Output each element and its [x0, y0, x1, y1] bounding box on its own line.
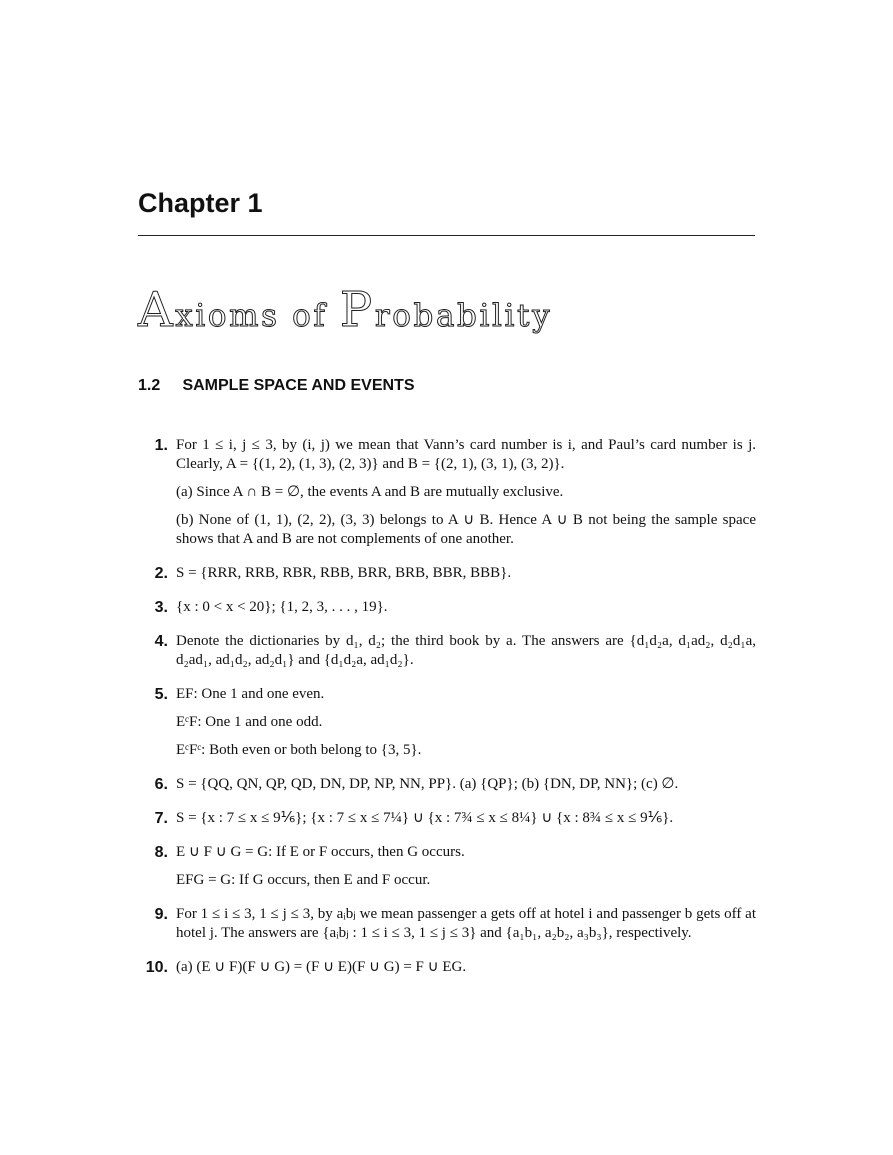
chapter-title: Axioms of Probability: [138, 282, 553, 338]
problem-text: S = {x : 7 ≤ x ≤ 9⅙}; {x : 7 ≤ x ≤ 7¼} ∪ {x : 7¾ ≤ x ≤ 8¼} ∪ {x : 8¾ ≤ x ≤ 9⅙}.: [176, 810, 674, 826]
problem-text: For 1 ≤ i, j ≤ 3, by (i, j) we mean that Vann’s card number is i, and Paul’s card number is j. Clearly, A = {(1, 2), (1, 3), (2, 3)} and B = {(2, 1), (3, 1), (3, 2)}.: [176, 437, 756, 472]
section-number: 1.2: [138, 377, 161, 394]
problem-text: (a) Since A ∩ B = ∅, the events A and B are mutually exclusive.: [176, 484, 564, 500]
chapter-rule: [138, 235, 755, 236]
problem-number: 4.: [154, 633, 168, 650]
problem-item: [138, 905, 756, 943]
problem-number: 7.: [154, 810, 168, 827]
problem-text: For 1 ≤ i ≤ 3, 1 ≤ j ≤ 3, by aᵢbⱼ we mean passenger a gets off at hotel i and passenger b gets off at hotel j. The answers are {aᵢbⱼ : 1 ≤ i ≤ 3, 1 ≤ j ≤ 3} and {a₁b₁, a₂b₂, a₃b₃}, respectively.: [176, 906, 756, 941]
problem-number: 6.: [154, 776, 168, 793]
problem-number: 10.: [145, 959, 168, 976]
problem-list: [138, 436, 756, 992]
problem-number: 3.: [154, 599, 168, 616]
problem-item: [138, 598, 756, 617]
problem-number: 2.: [154, 565, 168, 582]
problem-item: [138, 685, 756, 760]
problem-text: (b) None of (1, 1), (2, 2), (3, 3) belongs to A ∪ B. Hence A ∪ B not being the sample space shows that A and B are not complements of one another.: [176, 512, 756, 547]
problem-number: 8.: [154, 844, 168, 861]
problem-text: (a) (E ∪ F)(F ∪ G) = (F ∪ E)(F ∪ G) = F ∪ EG.: [176, 959, 467, 975]
problem-number: 1.: [154, 437, 168, 454]
problem-text: EF: One 1 and one even.: [176, 686, 325, 702]
problem-text: {x : 0 < x < 20}; {1, 2, 3, . . . , 19}.: [176, 599, 388, 615]
problem-item: [138, 564, 756, 583]
problem-text: Denote the dictionaries by d₁, d₂; the third book by a. The answers are {d₁d₂a, d₁ad₂, d₂d₁a, d₂ad₁, ad₁d₂, ad₂d₁} and {d₁d₂a, ad₁d₂}.: [176, 633, 756, 668]
problem-text: EᶜFᶜ: Both even or both belong to {3, 5}.: [176, 742, 422, 758]
problem-item: [138, 809, 756, 828]
problem-item: [138, 843, 756, 890]
problem-item: [138, 775, 756, 794]
problem-text: EᶜF: One 1 and one odd.: [176, 714, 323, 730]
section-heading: [138, 377, 414, 395]
problem-text: S = {RRR, RRB, RBR, RBB, BRR, BRB, BBR, BBB}.: [176, 565, 512, 581]
problem-item: [138, 632, 756, 670]
problem-number: 5.: [154, 686, 168, 703]
problem-item: [138, 436, 756, 549]
problem-text: EFG = G: If G occurs, then E and F occur.: [176, 872, 431, 888]
problem-text: S = {QQ, QN, QP, QD, DN, DP, NP, NN, PP}. (a) {QP}; (b) {DN, DP, NN}; (c) ∅.: [176, 776, 679, 792]
problem-number: 9.: [154, 906, 168, 923]
problem-item: [138, 958, 756, 977]
problem-text: E ∪ F ∪ G = G: If E or F occurs, then G occurs.: [176, 844, 465, 860]
chapter-label: Chapter 1: [138, 188, 263, 218]
section-title: SAMPLE SPACE AND EVENTS: [182, 377, 415, 394]
